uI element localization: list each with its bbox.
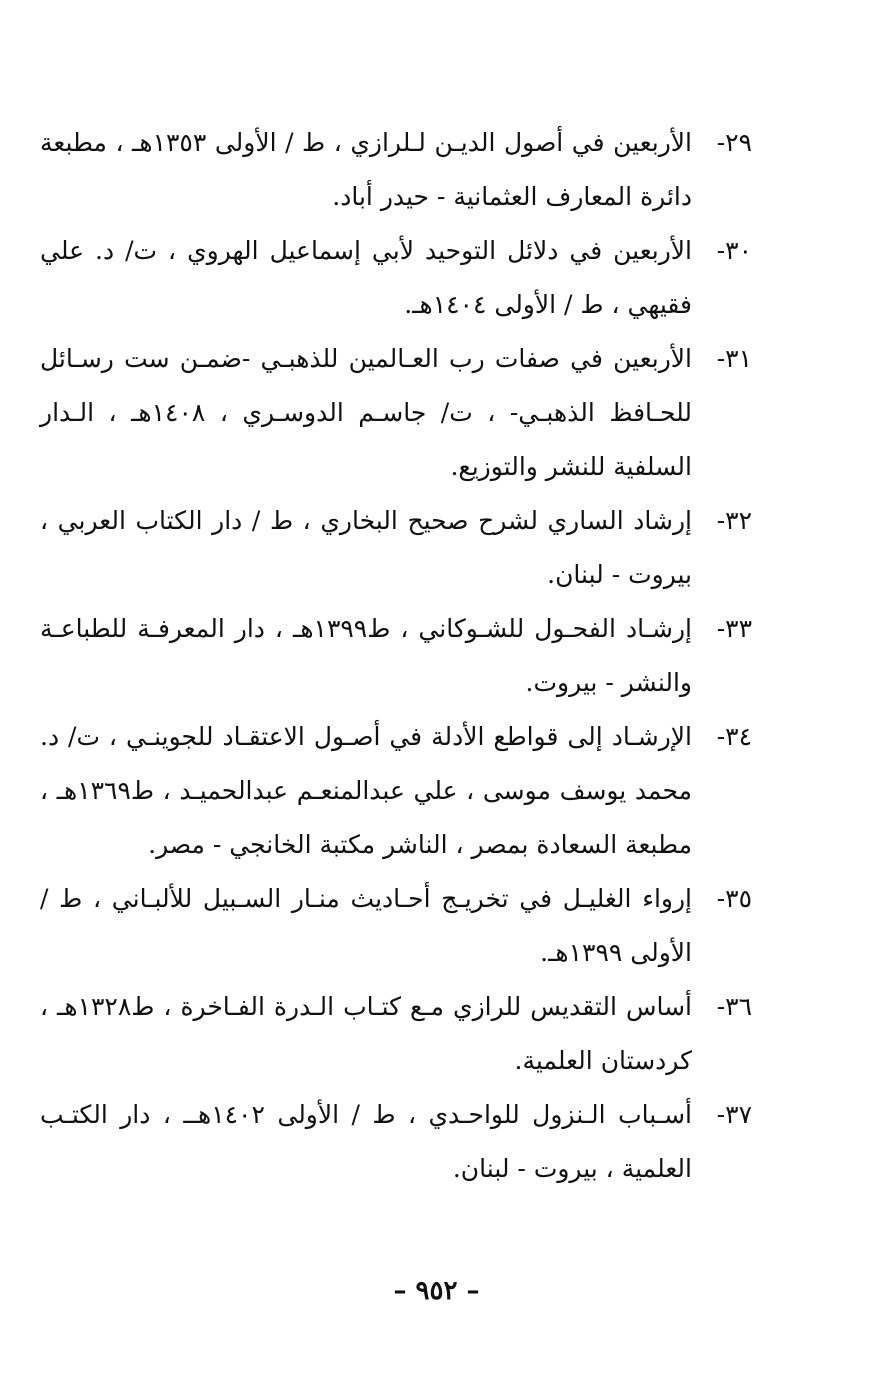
entry-text: أسـباب الـنزول للواحـدي ، ط / الأولى ١٤٠٢هــ ، دار الكتـب العلمية ، بيروت - لبنان. [40,1100,692,1183]
entry-text: إرشـاد الفحـول للشـوكاني ، ط١٣٩٩هـ ، دار المعرفـة للطباعـة والنشر - بيروت. [40,614,692,697]
entry-text: الأربعين في دلائل التوحيد لأبي إسماعيل الهروي ، ت/ د. علي فقيهي ، ط / الأولى ١٤٠٤هـ. [40,236,692,319]
bibliography-list [40,116,752,1196]
entry-text: الأربعين في صفات رب العـالمين للذهبـي -ضمـن ست رسـائل للحـافظ الذهبـي- ، ت/ جاسـم الدوسـري ، ١٤٠٨هـ ، الـدار السلفية للنشر والتوزيع. [40,344,693,481]
entry-number: ٣٢- [716,506,752,535]
bibliography-entry [40,1088,752,1196]
entry-text: أساس التقديس للرازي مـع كتـاب الـدرة الفـاخرة ، ط١٣٢٨هـ ، كردستان العلمية. [40,992,692,1075]
bibliography-entry [40,494,752,602]
bibliography-entry [40,602,752,710]
entry-number: ٣٠- [716,236,752,265]
bibliography-entry [40,872,752,980]
page-number: – ٩٥٢ – [393,1276,480,1306]
bibliography-entry [40,224,752,332]
entry-text: إرشاد الساري لشرح صحيح البخاري ، ط / دار الكتاب العربي ، بيروت - لبنان. [40,506,692,589]
entry-number: ٣٣- [716,614,752,643]
entry-number: ٣٧- [716,1100,752,1129]
entry-number: ٣٤- [716,722,752,751]
entry-number: ٣٥- [716,884,752,913]
bibliography-entry [40,980,752,1088]
bibliography-entry [40,710,752,872]
entry-number: ٢٩- [716,128,752,157]
entry-text: إرواء الغليـل في تخريـج أحـاديث منـار السـبيل للألبـاني ، ط / الأولى ١٣٩٩هـ. [40,884,692,967]
entry-number: ٣١- [716,344,752,373]
entry-number: ٣٦- [716,992,752,1021]
entry-text: الأربعين في أصول الديـن لـلرازي ، ط / الأولى ١٣٥٣هـ ، مطبعة دائرة المعارف العثمانية - حيدر أباد. [40,128,692,211]
entry-text: الإرشـاد إلى قواطع الأدلة في أصـول الاعتقـاد للجوينـي ، ت/ د. محمد يوسف موسى ، علي عبدالمنعـم عبدالحميـد ، ط١٣٦٩هـ ، مطبعة السعادة بمصر ، الناشر مكتبة الخانجي - مصر. [40,722,692,859]
bibliography-entry [40,116,752,224]
bibliography-entry [40,332,752,494]
